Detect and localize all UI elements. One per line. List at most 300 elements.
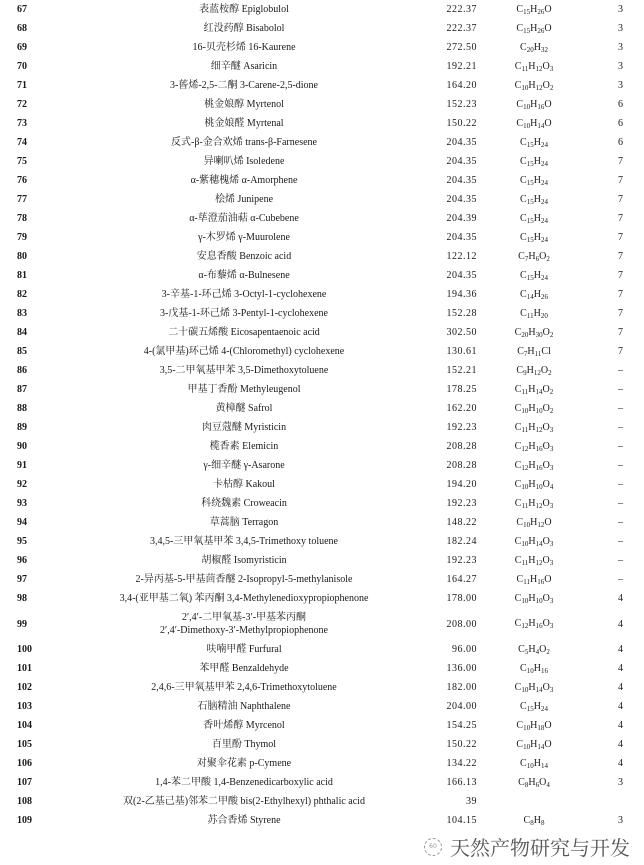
row-number: 79 (17, 232, 27, 243)
table-row (0, 608, 644, 640)
row-number: 101 (17, 663, 32, 674)
formula-subscript: 32 (540, 45, 548, 54)
formula-subscript: 3 (549, 622, 554, 630)
watermark-text: 天然产物研究与开发 (450, 836, 630, 860)
occurrence-count: – (618, 460, 623, 471)
occurrence-count: 4 (618, 758, 623, 769)
formula-subscript: 10 (535, 596, 543, 605)
occurrence-count: 3 (618, 4, 623, 15)
formula-subscript: 10 (526, 666, 534, 675)
formula-element: C (518, 776, 525, 788)
occurrence-count: 3 (618, 23, 623, 34)
formula-element: C (516, 516, 524, 528)
row-number: 97 (17, 574, 27, 585)
row-number: 100 (17, 644, 32, 655)
formula-element: H (530, 719, 538, 731)
wechat-logo-icon: 60 (424, 838, 442, 856)
molecular-weight: 166.13 (446, 777, 477, 788)
formula-subscript: 15 (526, 159, 534, 168)
occurrence-count: 7 (618, 232, 623, 243)
molecular-weight: 204.35 (446, 137, 477, 148)
table-row (0, 456, 644, 475)
formula-element: C (516, 117, 524, 129)
formula-subscript: 30 (535, 330, 543, 339)
formula-subscript: 16 (540, 666, 548, 675)
row-number: 104 (17, 720, 32, 731)
formula-element: H (528, 497, 536, 509)
formula-subscript: 11 (521, 387, 529, 396)
molecular-weight: 164.20 (446, 80, 477, 91)
occurrence-count: – (618, 384, 623, 395)
compound-name-line: 2′,4′-Dimethoxy-3′-Methylpropiophenone (160, 625, 328, 636)
formula-subscript: 12 (535, 558, 543, 567)
formula-element: H (529, 573, 538, 585)
occurrence-count: 3 (618, 61, 623, 72)
formula-subscript: 10 (521, 685, 529, 694)
formula-element: C (516, 3, 524, 15)
formula-element: O (542, 618, 550, 629)
row-number: 77 (17, 194, 27, 205)
table-row (0, 323, 644, 342)
formula-element: C (520, 757, 527, 769)
formula-element: C (523, 814, 531, 826)
formula-element: O (542, 402, 550, 414)
row-number: 98 (17, 593, 27, 604)
compound-name: 肉豆蔻醚 Myristicin (201, 422, 287, 433)
compound-name: 草蒿脑 Terragon (209, 517, 279, 528)
compound-name: 苏合香烯 Styrene (207, 815, 281, 826)
formula-subscript: 14 (535, 539, 543, 548)
formula-element: C (514, 60, 522, 72)
molecular-formula (491, 361, 577, 380)
formula-subscript: 16 (535, 463, 543, 472)
molecular-formula (491, 266, 577, 285)
formula-subscript: 8 (524, 780, 529, 789)
occurrence-count: – (618, 365, 623, 376)
molecular-formula (491, 773, 577, 792)
formula-subscript: 6 (535, 780, 540, 789)
formula-subscript: 26 (537, 7, 545, 16)
compound-name: 3,4,5-三甲氧基甲苯 3,4,5-Trimethoxy toluene (150, 536, 338, 547)
molecular-weight: 204.35 (446, 156, 477, 167)
formula-element: H (528, 402, 536, 414)
formula-subscript: 12 (521, 444, 529, 453)
formula-element: H (530, 22, 538, 34)
occurrence-count: – (618, 498, 623, 509)
formula-element: O (540, 364, 549, 376)
formula-element: H (533, 231, 541, 243)
table-row (0, 95, 644, 114)
formula-element: C (516, 738, 524, 750)
formula-subscript: 2 (548, 368, 552, 377)
molecular-formula (491, 678, 577, 697)
molecular-formula (491, 811, 577, 830)
formula-subscript: 20 (526, 45, 534, 54)
formula-element: O (544, 719, 552, 731)
molecular-weight: 204.00 (446, 701, 477, 712)
formula-element: H (533, 269, 541, 281)
molecular-formula (491, 735, 577, 754)
table-row (0, 114, 644, 133)
row-number: 86 (17, 365, 27, 376)
formula-subscript: 15 (523, 7, 531, 16)
formula-subscript: 5 (524, 647, 529, 656)
formula-subscript: 2 (549, 406, 554, 415)
compound-name: 双(2-乙基己基)邻苯二甲酸 bis(2-Ethylhexyl) phthalic acid (123, 796, 365, 807)
table-row (0, 209, 644, 228)
formula-subscript: 3 (549, 444, 554, 453)
formula-subscript: 26 (537, 26, 545, 35)
molecular-weight: 302.50 (446, 327, 477, 338)
formula-element: C (514, 478, 522, 490)
molecular-weight: 96.00 (452, 644, 477, 655)
formula-element: H (528, 459, 536, 471)
compound-name: 百里酚 Thymol (211, 739, 277, 750)
table-row (0, 475, 644, 494)
table-row (0, 304, 644, 323)
formula-element: H (527, 345, 535, 357)
formula-subscript: 14 (535, 685, 543, 694)
formula-element: H (528, 326, 536, 338)
occurrence-count: 7 (618, 289, 623, 300)
table-row (0, 152, 644, 171)
formula-element: C (520, 307, 527, 319)
molecular-formula (491, 0, 577, 19)
formula-subscript: 8 (540, 818, 545, 827)
compound-name: 2,4,6-三甲氧基甲苯 2,4,6-Trimethoxytoluene (151, 682, 337, 693)
molecular-weight: 272.50 (446, 42, 477, 53)
compound-name: 3,5-二甲氧基甲苯 3,5-Dimethoxytoluene (159, 365, 329, 376)
formula-element: Cl (541, 345, 551, 357)
row-number: 68 (17, 23, 27, 34)
formula-element: C (520, 174, 527, 186)
formula-element: C (520, 212, 527, 224)
formula-subscript: 3 (549, 685, 554, 694)
formula-element: O (542, 421, 550, 433)
compound-name: 甲基丁香酚 Methyleugenol (187, 384, 301, 395)
formula-element: C (514, 592, 522, 604)
formula-element: O (542, 478, 550, 490)
formula-subscript: 24 (540, 178, 548, 187)
molecular-weight: 194.36 (446, 289, 477, 300)
formula-subscript: 10 (521, 406, 529, 415)
formula-subscript: 8 (530, 818, 534, 827)
formula-element: H (533, 155, 541, 167)
formula-element: H (528, 79, 536, 91)
formula-subscript: 3 (549, 463, 554, 472)
formula-subscript: 10 (523, 102, 531, 111)
compound-name: 桧烯 Junipene (214, 194, 274, 205)
formula-element: H (528, 535, 536, 547)
molecular-weight: 208.00 (446, 618, 477, 630)
formula-element: C (517, 345, 524, 357)
formula-element: H (528, 776, 536, 788)
row-number: 103 (17, 701, 32, 712)
formula-element: H (530, 117, 538, 129)
compound-name: 桃金娘醇 Myrtenol (204, 99, 284, 110)
formula-element: C (520, 269, 527, 281)
table-row (0, 399, 644, 418)
molecular-formula (491, 323, 577, 342)
table-row (0, 76, 644, 95)
row-number: 99 (17, 618, 27, 630)
formula-subscript: 2 (549, 83, 554, 92)
compound-name: 3,4-(亚甲基二氧) 苯丙酮 3,4-Methylenedioxypropiophenone (119, 593, 369, 604)
formula-subscript: 15 (526, 178, 534, 187)
molecular-weight: 204.39 (446, 213, 477, 224)
occurrence-count: 4 (618, 644, 623, 655)
molecular-formula (491, 494, 577, 513)
formula-element: H (528, 440, 536, 452)
row-number: 83 (17, 308, 27, 319)
molecular-weight: 39 (466, 796, 477, 807)
formula-subscript: 4 (546, 780, 550, 789)
molecular-formula (491, 133, 577, 152)
formula-element: H (530, 516, 538, 528)
formula-element: C (516, 719, 524, 731)
molecular-formula (491, 754, 577, 773)
formula-subscript: 10 (535, 406, 543, 415)
formula-element: O (539, 250, 547, 262)
formula-subscript: 14 (535, 387, 543, 396)
formula-element: H (528, 250, 536, 262)
molecular-weight: 104.15 (446, 815, 477, 826)
occurrence-count: 4 (618, 663, 623, 674)
table-row (0, 678, 644, 697)
molecular-weight: 192.21 (446, 61, 477, 72)
molecular-weight: 204.35 (446, 175, 477, 186)
formula-subscript: 7 (523, 349, 528, 358)
occurrence-count: – (618, 555, 623, 566)
formula-element: O (544, 516, 552, 528)
molecular-weight: 136.00 (446, 663, 477, 674)
formula-subscript: 3 (549, 558, 554, 567)
molecular-weight: 162.20 (446, 403, 477, 414)
formula-element: C (514, 535, 522, 547)
formula-element: O (542, 440, 550, 452)
row-number: 93 (17, 498, 27, 509)
formula-element: O (542, 459, 550, 471)
occurrence-count: – (618, 441, 623, 452)
occurrence-count (577, 792, 644, 811)
molecular-formula (491, 57, 577, 76)
table-row (0, 38, 644, 57)
formula-subscript: 26 (540, 292, 548, 301)
formula-subscript: 24 (540, 216, 548, 225)
occurrence-count: 7 (618, 346, 623, 357)
table-row (0, 811, 644, 830)
table-row (0, 589, 644, 608)
table-row (0, 697, 644, 716)
formula-subscript: 2 (546, 647, 550, 656)
table-row (0, 659, 644, 678)
compound-name: 红没药醇 Bisabolol (203, 23, 285, 34)
compound-name: 黄樟醚 Safrol (215, 403, 273, 414)
formula-element: H (528, 421, 536, 433)
molecular-formula (491, 551, 577, 570)
table-row (0, 133, 644, 152)
formula-subscript: 2 (549, 387, 554, 396)
occurrence-count: 7 (618, 175, 623, 186)
table-row (0, 19, 644, 38)
table-row (0, 0, 644, 19)
occurrence-count: 3 (618, 80, 623, 91)
formula-element: C (520, 288, 527, 300)
formula-subscript: 7 (524, 254, 529, 263)
formula-subscript: 16 (537, 577, 545, 586)
formula-subscript: 11 (526, 311, 534, 320)
formula-element: C (514, 459, 522, 471)
formula-subscript: 15 (526, 273, 534, 282)
formula-element: O (542, 497, 550, 509)
row-number: 76 (17, 175, 27, 186)
formula-element: H (533, 174, 541, 186)
table-row (0, 342, 644, 361)
row-number: 109 (17, 815, 32, 826)
compound-name (79, 608, 409, 640)
formula-subscript: 11 (523, 577, 530, 586)
formula-subscript: 16 (535, 622, 543, 630)
table-row (0, 716, 644, 735)
molecular-weight: 148.22 (446, 517, 477, 528)
molecular-formula (491, 532, 577, 551)
formula-subscript: 2 (549, 330, 554, 339)
molecular-formula (491, 19, 577, 38)
formula-element: O (544, 117, 552, 129)
formula-element: C (514, 440, 522, 452)
compound-name: 榄香素 Elemicin (209, 441, 279, 452)
compound-name: 3-辛基-1-环己烯 3-Octyl-1-cyclohexene (161, 289, 327, 300)
formula-element: H (530, 738, 538, 750)
formula-subscript: 4 (549, 482, 554, 491)
compound-name: 安息香酸 Benzoic acid (196, 251, 292, 262)
formula-subscript: 12 (535, 425, 543, 434)
formula-subscript: 11 (534, 349, 542, 358)
formula-element: H (528, 681, 536, 693)
formula-subscript: 3 (549, 596, 554, 605)
row-number: 108 (17, 796, 32, 807)
table-row (0, 570, 644, 589)
molecular-formula (491, 608, 577, 640)
row-number: 87 (17, 384, 27, 395)
formula-element: O (544, 98, 552, 110)
formula-element: H (533, 212, 541, 224)
formula-subscript: 11 (521, 425, 529, 434)
formula-element: C (518, 643, 525, 655)
compound-name: α-布藜烯 α-Bulnesene (198, 270, 290, 281)
formula-element: H (528, 60, 536, 72)
formula-subscript: 4 (535, 647, 540, 656)
formula-subscript: 10 (535, 482, 543, 491)
molecular-formula (491, 716, 577, 735)
formula-subscript: 2 (546, 254, 550, 263)
occurrence-count: 7 (618, 327, 623, 338)
table-row (0, 57, 644, 76)
formula-subscript: 12 (535, 64, 543, 73)
formula-element: H (528, 618, 536, 629)
molecular-formula (491, 114, 577, 133)
formula-element: C (514, 326, 522, 338)
formula-element: H (533, 757, 541, 769)
molecular-weight: 178.25 (446, 384, 477, 395)
row-number: 67 (17, 4, 27, 15)
table-row (0, 640, 644, 659)
formula-element: H (526, 364, 534, 376)
table-row (0, 418, 644, 437)
table-row (0, 171, 644, 190)
formula-element: C (516, 364, 524, 376)
molecular-weight: 152.21 (446, 365, 477, 376)
occurrence-count: 3 (618, 42, 623, 53)
formula-element: H (530, 3, 538, 15)
molecular-weight: 192.23 (446, 422, 477, 433)
formula-subscript: 15 (526, 704, 534, 713)
occurrence-count: 4 (618, 593, 623, 604)
occurrence-count: 4 (618, 682, 623, 693)
formula-subscript: 14 (537, 121, 545, 130)
table-row (0, 773, 644, 792)
formula-subscript: 20 (521, 330, 529, 339)
compound-name: α-荜澄茄油萜 α-Cubebene (189, 213, 299, 224)
molecular-formula (491, 456, 577, 475)
compound-name: 香叶烯醇 Myrcenol (203, 720, 285, 731)
row-number: 107 (17, 777, 32, 788)
formula-element: O (542, 79, 550, 91)
formula-element: O (539, 776, 547, 788)
occurrence-count: 4 (618, 618, 623, 630)
compound-name: 苯甲醛 Benzaldehyde (199, 663, 289, 674)
row-number: 72 (17, 99, 27, 110)
formula-subscript: 10 (526, 761, 534, 770)
row-number: 102 (17, 682, 32, 693)
molecular-weight: 208.28 (446, 460, 477, 471)
molecular-weight: 192.23 (446, 498, 477, 509)
formula-element: O (544, 22, 552, 34)
occurrence-count: 4 (618, 720, 623, 731)
occurrence-count: 7 (618, 308, 623, 319)
compound-name: 16-贝壳杉烯 16-Kaurene (192, 42, 296, 53)
compound-name: 二十碳五烯酸 Eicosapentaenoic acid (168, 327, 320, 338)
formula-subscript: 6 (535, 254, 540, 263)
formula-subscript: 15 (523, 26, 531, 35)
row-number: 78 (17, 213, 27, 224)
formula-element: C (520, 231, 527, 243)
molecular-formula (491, 697, 577, 716)
molecular-formula (491, 190, 577, 209)
formula-element: C (514, 383, 522, 395)
formula-subscript: 12 (521, 463, 529, 472)
formula-element: C (516, 98, 524, 110)
row-number: 106 (17, 758, 32, 769)
formula-element: C (518, 250, 525, 262)
formula-subscript: 10 (521, 83, 529, 92)
table-row (0, 513, 644, 532)
formula-element: O (544, 3, 552, 15)
occurrence-count: 7 (618, 156, 623, 167)
formula-element: O (544, 573, 552, 585)
molecular-formula (491, 247, 577, 266)
molecular-formula (491, 792, 577, 811)
molecular-weight: 222.37 (446, 23, 477, 34)
occurrence-count: 7 (618, 213, 623, 224)
formula-subscript: 14 (540, 761, 548, 770)
formula-element: C (520, 155, 527, 167)
molecular-formula (491, 228, 577, 247)
molecular-formula (491, 342, 577, 361)
formula-element: C (516, 22, 524, 34)
molecular-weight: 182.24 (446, 536, 477, 547)
row-number: 69 (17, 42, 27, 53)
